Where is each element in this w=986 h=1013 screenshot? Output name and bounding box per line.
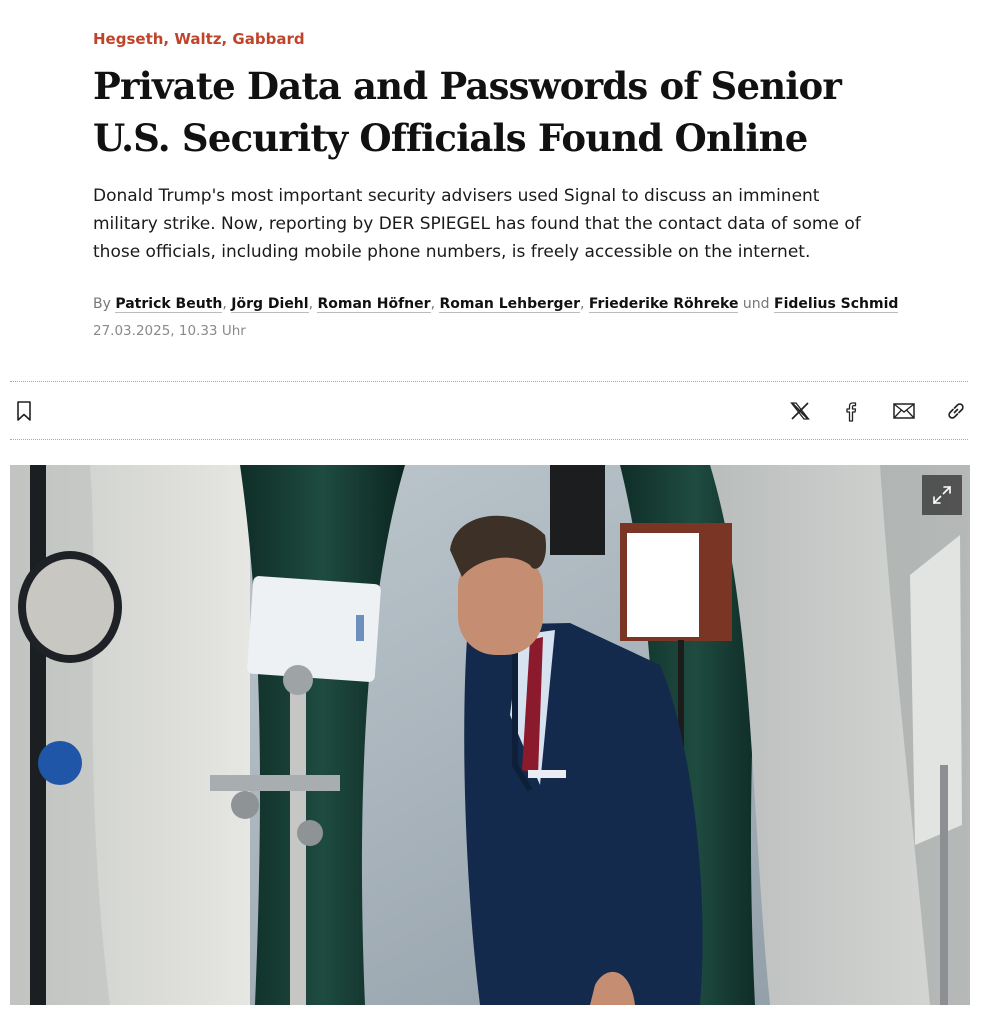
author-link[interactable]: Fidelius Schmid	[774, 296, 899, 312]
byline-prefix: By	[93, 296, 111, 312]
divider-bottom	[10, 439, 968, 440]
byline-conjunction: und	[742, 296, 770, 312]
facebook-icon[interactable]	[839, 398, 865, 424]
expand-icon[interactable]	[922, 475, 962, 515]
publish-date: 27.03.2025, 10.33 Uhr	[93, 323, 246, 339]
headline: Private Data and Passwords of Senior U.S. Security Officials Found Online	[93, 64, 842, 160]
byline-separator: ,	[579, 296, 585, 312]
author-link[interactable]: Roman Lehberger	[439, 296, 580, 312]
intro-text: Donald Trump's most important security advisers used Signal to discuss an imminent military strike. Now, reporting by DER SPIEGEL has found that the contact data of some of those officials, including mobile phone numbers, is freely accessible on the internet.	[93, 186, 861, 262]
hero-photo	[10, 465, 970, 1005]
byline-separator: ,	[222, 296, 227, 312]
mail-icon[interactable]	[891, 398, 917, 424]
hero-image[interactable]	[10, 465, 970, 1005]
author-link[interactable]: Friederike Röhreke	[588, 296, 739, 312]
link-icon[interactable]	[943, 398, 969, 424]
byline-separator: ,	[430, 296, 436, 312]
x-icon[interactable]	[787, 398, 813, 424]
bookmark-icon[interactable]	[11, 398, 37, 424]
author-link[interactable]: Jörg Diehl	[231, 296, 309, 312]
author-link[interactable]: Patrick Beuth	[115, 296, 223, 312]
kicker[interactable]: Hegseth, Waltz, Gabbard	[93, 30, 305, 48]
article-toolbar	[0, 383, 986, 439]
byline	[93, 296, 899, 312]
author-link[interactable]: Roman Höfner	[317, 296, 431, 312]
byline-separator: ,	[308, 296, 314, 312]
divider-top	[10, 381, 968, 382]
